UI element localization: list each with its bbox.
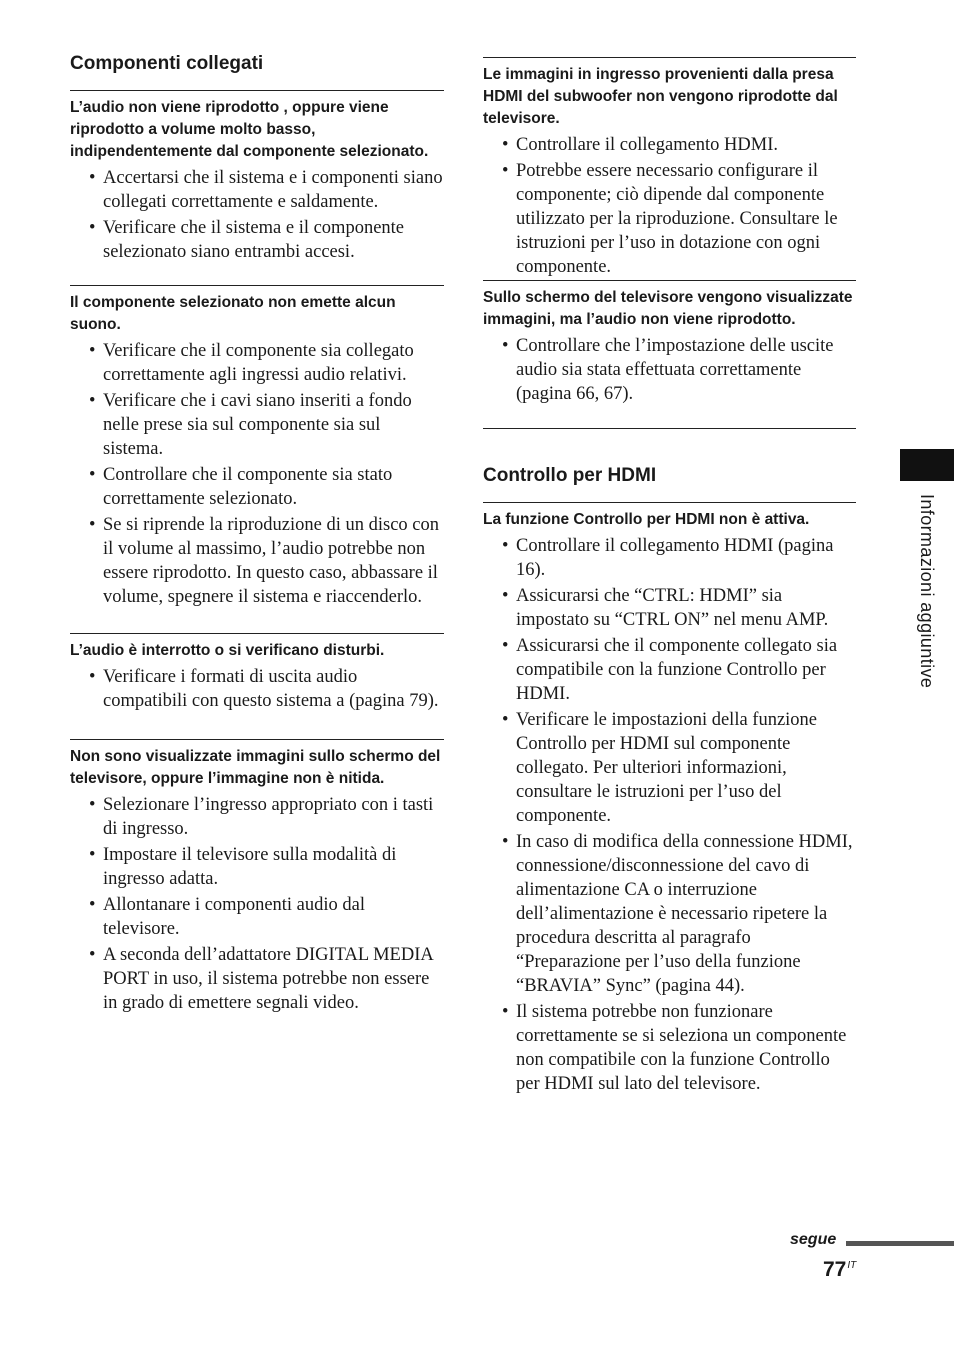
- trouble-block: [70, 285, 444, 611]
- bullet-list: [483, 133, 856, 279]
- side-tab-label: Informazioni aggiuntive: [917, 494, 937, 689]
- list-item: • Verificare che il componente sia collegato correttamente agli ingressi audio relativi.: [89, 341, 414, 385]
- page-number: [823, 1258, 856, 1282]
- section-title-connected-components: Componenti collegati: [70, 53, 264, 74]
- list-item: • Impostare il televisore sulla modalità di ingresso adatta.: [89, 845, 397, 889]
- trouble-block: [483, 502, 856, 1098]
- list-item: • Accertarsi che il sistema e i componenti siano collegati correttamente e saldamente.: [89, 168, 443, 212]
- list-item: • Assicurarsi che “CTRL: HDMI” sia impostato su “CTRL ON” nel menu AMP.: [502, 586, 829, 630]
- divider: [70, 739, 444, 740]
- list-item: • Controllare il collegamento HDMI.: [502, 135, 779, 155]
- divider: [483, 280, 856, 281]
- trouble-block: [70, 633, 444, 715]
- trouble-block: [70, 739, 444, 1017]
- divider: [70, 285, 444, 286]
- list-item: • Verificare che i cavi siano inseriti a fondo nelle prese sia sul componente sia sul sistema.: [89, 391, 412, 459]
- trouble-heading: La funzione Controllo per HDMI non è attiva.: [483, 511, 810, 528]
- list-item: • Verificare le impostazioni della funzione Controllo per HDMI sul componente collegato. Per ulteriori informazioni, consultare le istruzioni per l’uso del componente.: [502, 710, 818, 826]
- list-item: • A seconda dell’adattatore DIGITAL MEDIA PORT in uso, il sistema potrebbe non essere in grado di emettere segnali video.: [89, 945, 433, 1013]
- list-item: • Verificare i formati di uscita audio compatibili con questo sistema a (pagina 79).: [89, 667, 439, 711]
- continues-arrow-bar: [846, 1241, 954, 1246]
- divider: [483, 502, 856, 503]
- trouble-heading: Le immagini in ingresso provenienti dalla presa HDMI del subwoofer non vengono riprodotte dal televisore.: [483, 66, 838, 127]
- trouble-block: [70, 90, 444, 266]
- bullet-list: [70, 793, 444, 1015]
- trouble-heading: Non sono visualizzate immagini sullo schermo del televisore, oppure l’immagine non è nitida.: [70, 748, 441, 787]
- bullet-list: [70, 166, 444, 264]
- list-item: • Potrebbe essere necessario configurare il componente; ciò dipende dal componente utilizzato per la riproduzione. Consultare le istruzioni per l’uso in dotazione con ogni componente.: [502, 161, 838, 277]
- divider: [70, 90, 444, 91]
- trouble-block: [483, 57, 856, 281]
- list-item: • Verificare che il sistema e il componente selezionato siano entrambi accesi.: [89, 218, 405, 262]
- bullet-list: [70, 339, 444, 609]
- trouble-block: [483, 280, 856, 408]
- list-item: • Selezionare l’ingresso appropriato con i tasti di ingresso.: [89, 795, 434, 839]
- list-item: • Controllare il collegamento HDMI (pagina 16).: [502, 536, 834, 580]
- trouble-heading: L’audio è interrotto o si verificano disturbi.: [70, 642, 385, 659]
- trouble-heading: Sullo schermo del televisore vengono visualizzate immagini, ma l’audio non viene riprodotto.: [483, 289, 853, 328]
- list-item: • Il sistema potrebbe non funzionare correttamente se si seleziona un componente non compatibile con la funzione Controllo per HDMI sul lato del televisore.: [502, 1002, 847, 1094]
- list-item: • Controllare che l’impostazione delle uscite audio sia stata effettuata correttamente (pagina 66, 67).: [502, 336, 834, 404]
- list-item: • Controllare che il componente sia stato correttamente selezionato.: [89, 465, 393, 509]
- bullet-list: [70, 665, 444, 713]
- page-language-suffix: IT: [847, 1260, 857, 1271]
- list-item: • Assicurarsi che il componente collegato sia compatibile con la funzione Controllo per HDMI.: [502, 636, 838, 704]
- list-item: • In caso di modifica della connessione HDMI, connessione/disconnessione del cavo di alimentazione CA o interruzione dell’alimentazione è necessario ripetere la procedura descritta al paragrafo “Preparazione per l’uso della funzione “BRAVIA” Sync” (pagina 44).: [502, 832, 853, 996]
- trouble-heading: Il componente selezionato non emette alcun suono.: [70, 294, 396, 333]
- section-title-hdmi-control: Controllo per HDMI: [483, 465, 657, 486]
- continues-label: segue: [790, 1231, 837, 1248]
- list-item: • Allontanare i componenti audio dal televisore.: [89, 895, 366, 939]
- divider: [483, 428, 856, 429]
- divider: [70, 633, 444, 634]
- bullet-list: [483, 334, 856, 406]
- section-tab-marker: [900, 449, 954, 481]
- divider: [483, 57, 856, 58]
- trouble-heading: L’audio non viene riprodotto , oppure viene riprodotto a volume molto basso, indipendentemente dal componente selezionato.: [70, 99, 429, 160]
- page-number-value: 77: [823, 1258, 847, 1281]
- bullet-list: [483, 534, 856, 1096]
- list-item: • Se si riprende la riproduzione di un disco con il volume al massimo, l’audio potrebbe non essere riprodotto. In questo caso, abbassare il volume, spegnere il sistema e riaccenderlo.: [89, 515, 439, 607]
